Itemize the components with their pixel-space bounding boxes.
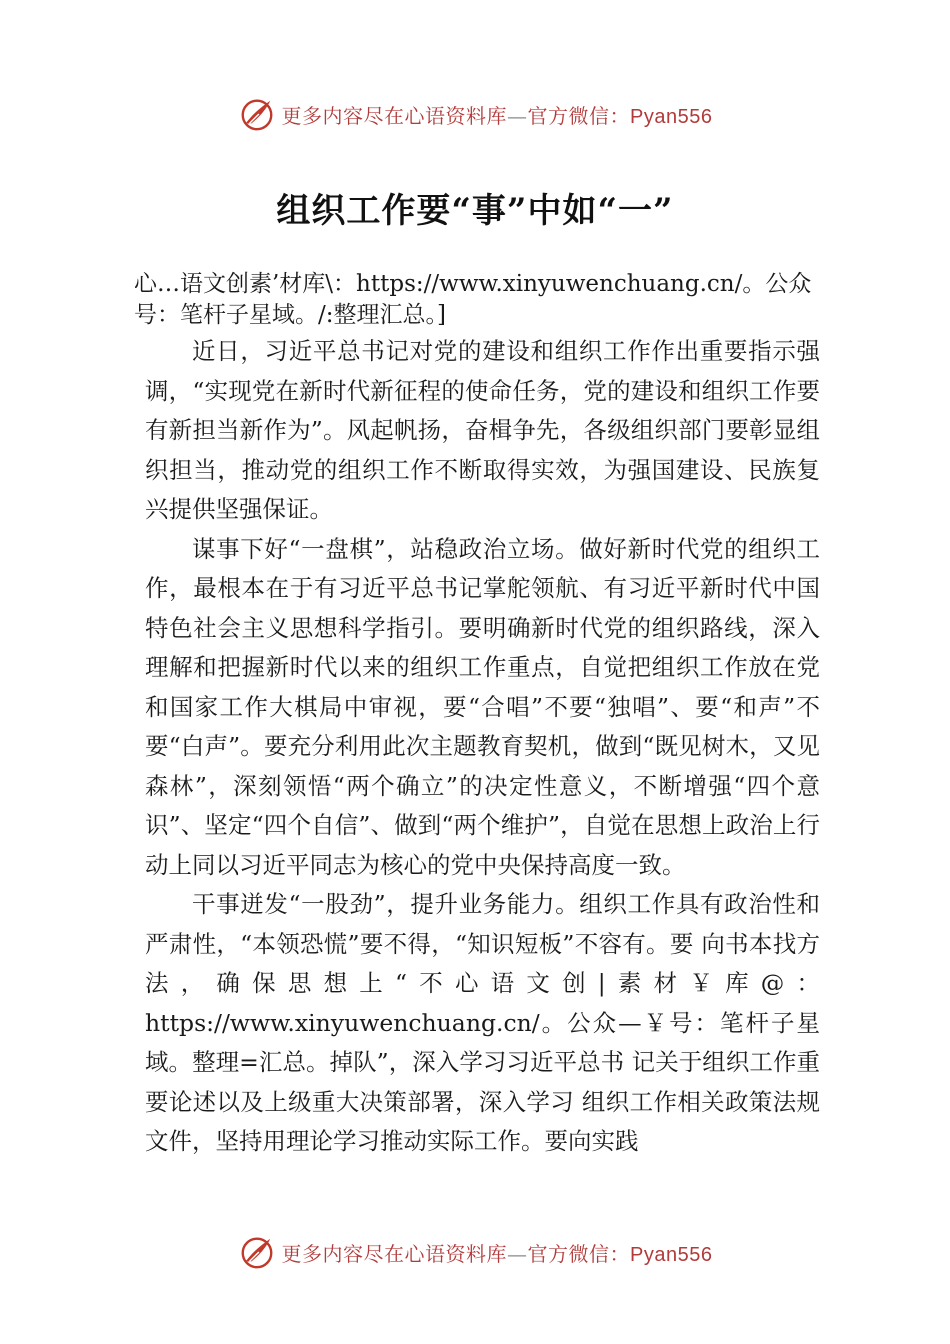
header-banner (0, 92, 950, 136)
banner-text (282, 100, 713, 129)
paragraph: 近日，习近平总书记对党的建设和组织工作作出重要指示强调，“实现党在新时代新征程的使命任务，党的建设和组织工作要有新担当新作为”。风起帆扬，奋楫争先，各级组织部门要彰显组织担当，推动党的组织工作不断取得实效，为强国建设、民族复兴提供坚强保证。 (145, 337, 820, 523)
banner-wechat-id: Pyan556 (630, 105, 713, 128)
paragraph: 干事迸发“一股劲”，提升业务能力。组织工作具有政治性和严肃性，“本领恐慌”要不得，“知识短板”不容有。要 向书本找方法，确保思想上“不心语文创|素材￥库@：https://www.xinyuwenchuang.cn/。公众—￥号：笔杆子星域。整理=汇总。掉队”，深入学习习近平总书 记关于组织工作重要论述以及上级重大决策部署，深入学习 组织工作相关政策法规文件，坚持用理论学习推动实际工作。要向实践 (145, 890, 820, 1155)
banner-wechat-label: 官方微信： (527, 1241, 631, 1266)
paragraph: 谋事下好“一盘棋”，站稳政治立场。做好新时代党的组织工作，最根本在于有习近平总书记掌舵领航、有习近平新时代中国特色社会主义思想科学指引。要明确新时代党的组织路线，深入理解和把握新时代以来的组织工作重点，自觉把组织工作放在党和国家工作大棋局中审视，要“合唱”不要“独唱”、要“和声”不要“白声”。要充分利用此次主题教育契机，做到“既见树木，又见森林”，深刻领悟“两个确立”的决定性意义，不断增强“四个意识”、坚定“四个自信”、做到“两个维护”，自觉在思想上政治上行动上同以习近平同志为核心的党中央保持高度一致。 (145, 534, 820, 879)
source-line: 心…语文创素’材库\：https://www.xinyuwenchuang.cn/。公众号：笔杆子星域。/:整理汇总。] (134, 271, 812, 328)
footer-banner (0, 1230, 950, 1274)
banner-wechat-id: Pyan556 (630, 1243, 713, 1266)
document-title: 组织工作要“事”中如“一” (276, 191, 674, 231)
banner-brand: 更多内容尽在心语资料库 (281, 103, 508, 128)
banner-wechat-label: 官方微信： (527, 103, 631, 128)
banner-brand: 更多内容尽在心语资料库 (281, 1241, 508, 1266)
quill-logo-icon (238, 95, 276, 133)
banner-text (282, 1238, 713, 1267)
banner-separator: — (507, 1241, 528, 1266)
banner-separator: — (507, 103, 528, 128)
document-body (145, 332, 820, 1162)
quill-logo-icon (238, 1233, 276, 1271)
